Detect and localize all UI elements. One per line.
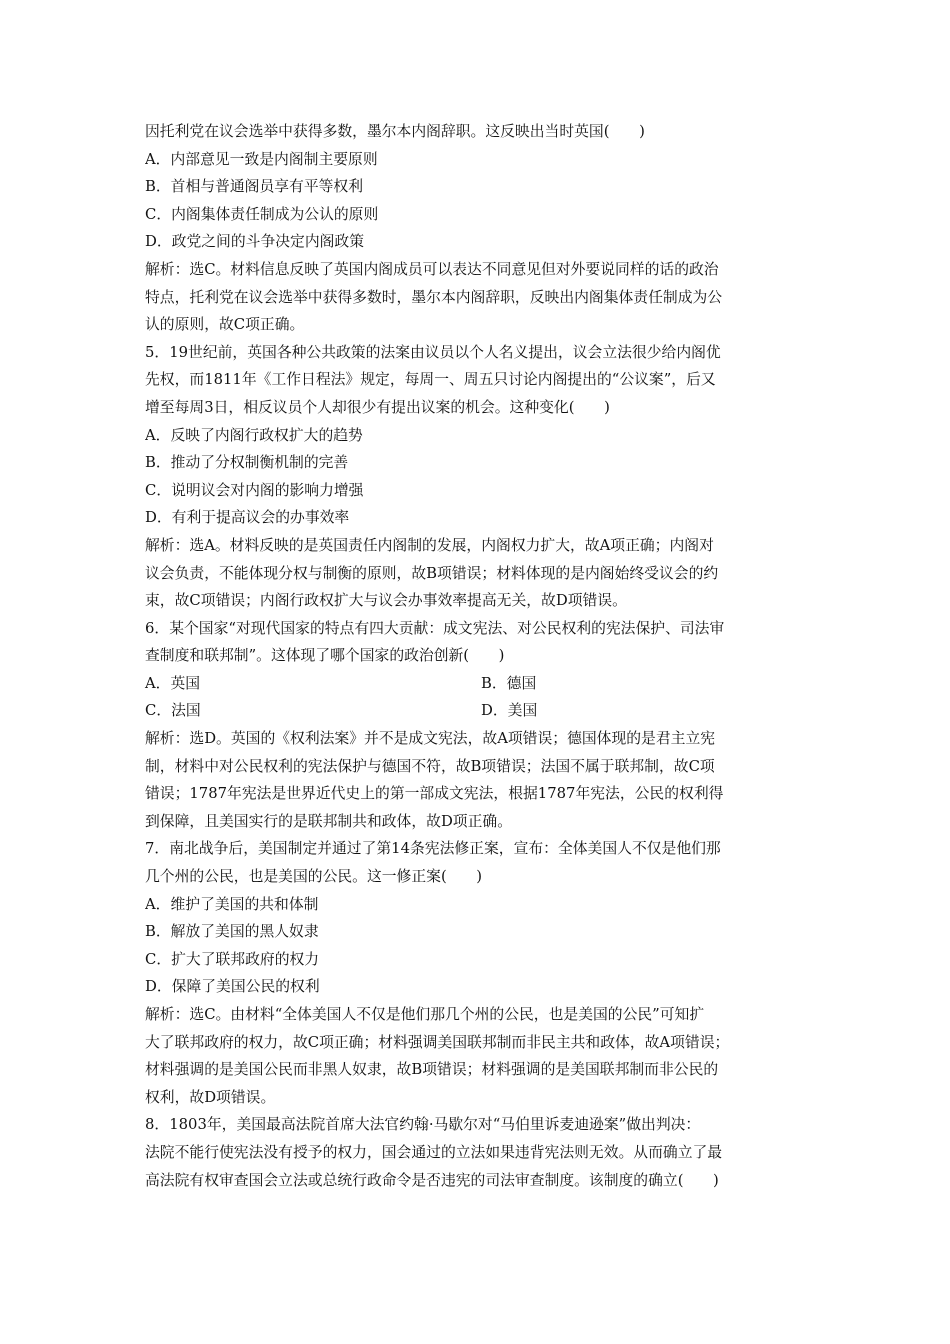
question-stem: 因托利党在议会选举中获得多数，墨尔本内阁辞职。这反映出当时英国( )	[145, 123, 645, 140]
analysis-line: 大了联邦政府的权力，故C项正确；材料强调美国联邦制而非民主共和政体，故A项错误；	[145, 1033, 730, 1051]
option-d: D．保障了美国公民的权利	[145, 978, 320, 996]
option-d: D．有利于提高议会的办事效率	[145, 509, 350, 527]
question-8	[145, 1111, 817, 1194]
question-stem: 增至每周3日，相反议员个人却很少有提出议案的机会。这种变化( )	[145, 398, 610, 416]
question-stem: 6．某个国家“对现代国家的特点有四大贡献：成文宪法、对公民权利的宪法保护、司法审	[145, 619, 725, 637]
option-b: B．解放了美国的黑人奴隶	[145, 923, 319, 941]
analysis-line: 制，材料中对公民权利的宪法保护与德国不符，故B项错误；法国不属于联邦制，故C项	[145, 757, 715, 775]
analysis-line: 错误；1787年宪法是世界近代史上的第一部成文宪法，根据1787年宪法，公民的权利得	[145, 785, 724, 803]
option-a: A．反映了内阁行政权扩大的趋势	[145, 426, 363, 444]
option-a: A．英国	[145, 674, 201, 692]
analysis-line: 解析：选C。由材料“全体美国人不仅是他们那几个州的公民，也是美国的公民”可知扩	[145, 1006, 705, 1023]
option-b: B．德国	[481, 674, 537, 692]
analysis-line: 束，故C项错误；内阁行政权扩大与议会办事效率提高无关，故D项错误。	[145, 592, 627, 610]
analysis-line: 解析：选A。材料反映的是英国责任内阁制的发展，内阁权力扩大，故A项正确；内阁对	[145, 536, 714, 554]
analysis-line: 到保障，且美国实行的是联邦制共和政体，故D项正确。	[145, 812, 512, 830]
question-stem: 高法院有权审查国会立法或总统行政命令是否违宪的司法审查制度。该制度的确立( )	[145, 1171, 719, 1189]
option-a: A．内部意见一致是内阁制主要原则	[145, 150, 378, 168]
options-row	[145, 697, 817, 725]
question-stem: 5．19世纪前，英国各种公共政策的法案由议员以个人名义提出，议会立法很少给内阁优	[145, 343, 721, 361]
analysis-line: 议会负责，不能体现分权与制衡的原则，故B项错误；材料体现的是内阁始终受议会的约	[145, 564, 719, 582]
option-b: B．推动了分权制衡机制的完善	[145, 454, 349, 472]
analysis-line: 权利，故D项错误。	[145, 1088, 276, 1106]
analysis-line: 认的原则，故C项正确。	[145, 316, 305, 334]
option-c: C．说明议会对内阁的影响力增强	[145, 481, 364, 499]
options-row	[145, 670, 817, 698]
option-b: B．首相与普通阁员享有平等权利	[145, 178, 364, 196]
analysis-line: 解析：选C。材料信息反映了英国内阁成员可以表达不同意见但对外要说同样的话的政治	[145, 260, 719, 278]
option-d: D．政党之间的斗争决定内阁政策	[145, 233, 365, 251]
analysis-line: 解析：选D。英国的《权利法案》并不是成文宪法，故A项错误；德国体现的是君主立宪	[145, 730, 716, 748]
analysis-line: 材料强调的是美国公民而非黑人奴隶，故B项错误；材料强调的是美国联邦制而非公民的	[145, 1061, 719, 1079]
option-d: D．美国	[481, 702, 538, 720]
question-stem: 8．1803年，美国最高法院首席大法官约翰·马歇尔对“马伯里诉麦迪逊案”做出判决：	[145, 1116, 701, 1134]
question-stem: 先权，而1811年《工作日程法》规定，每周一、周五只讨论内阁提出的“公议案”，后又	[145, 371, 716, 389]
question-6	[145, 615, 817, 836]
question-stem: 7．南北战争后，美国制定并通过了第14条宪法修正案，宣布：全体美国人不仅是他们那	[145, 840, 721, 858]
question-4	[145, 118, 817, 339]
question-5	[145, 339, 817, 615]
option-c: C．扩大了联邦政府的权力	[145, 950, 320, 968]
option-a: A．维护了美国的共和体制	[145, 895, 319, 913]
analysis-line: 特点，托利党在议会选举中获得多数时，墨尔本内阁辞职，反映出内阁集体责任制成为公	[145, 288, 723, 306]
option-c: C．内阁集体责任制成为公认的原则	[145, 205, 379, 223]
option-c: C．法国	[145, 702, 201, 720]
question-stem: 几个州的公民，也是美国的公民。这一修正案( )	[145, 868, 483, 886]
question-stem: 查制度和联邦制”。这体现了哪个国家的政治创新( )	[145, 647, 505, 665]
question-stem: 法院不能行使宪法没有授予的权力，国会通过的立法如果违背宪法则无效。从而确立了最	[145, 1143, 723, 1161]
document-page	[145, 118, 817, 1194]
question-7	[145, 835, 817, 1111]
